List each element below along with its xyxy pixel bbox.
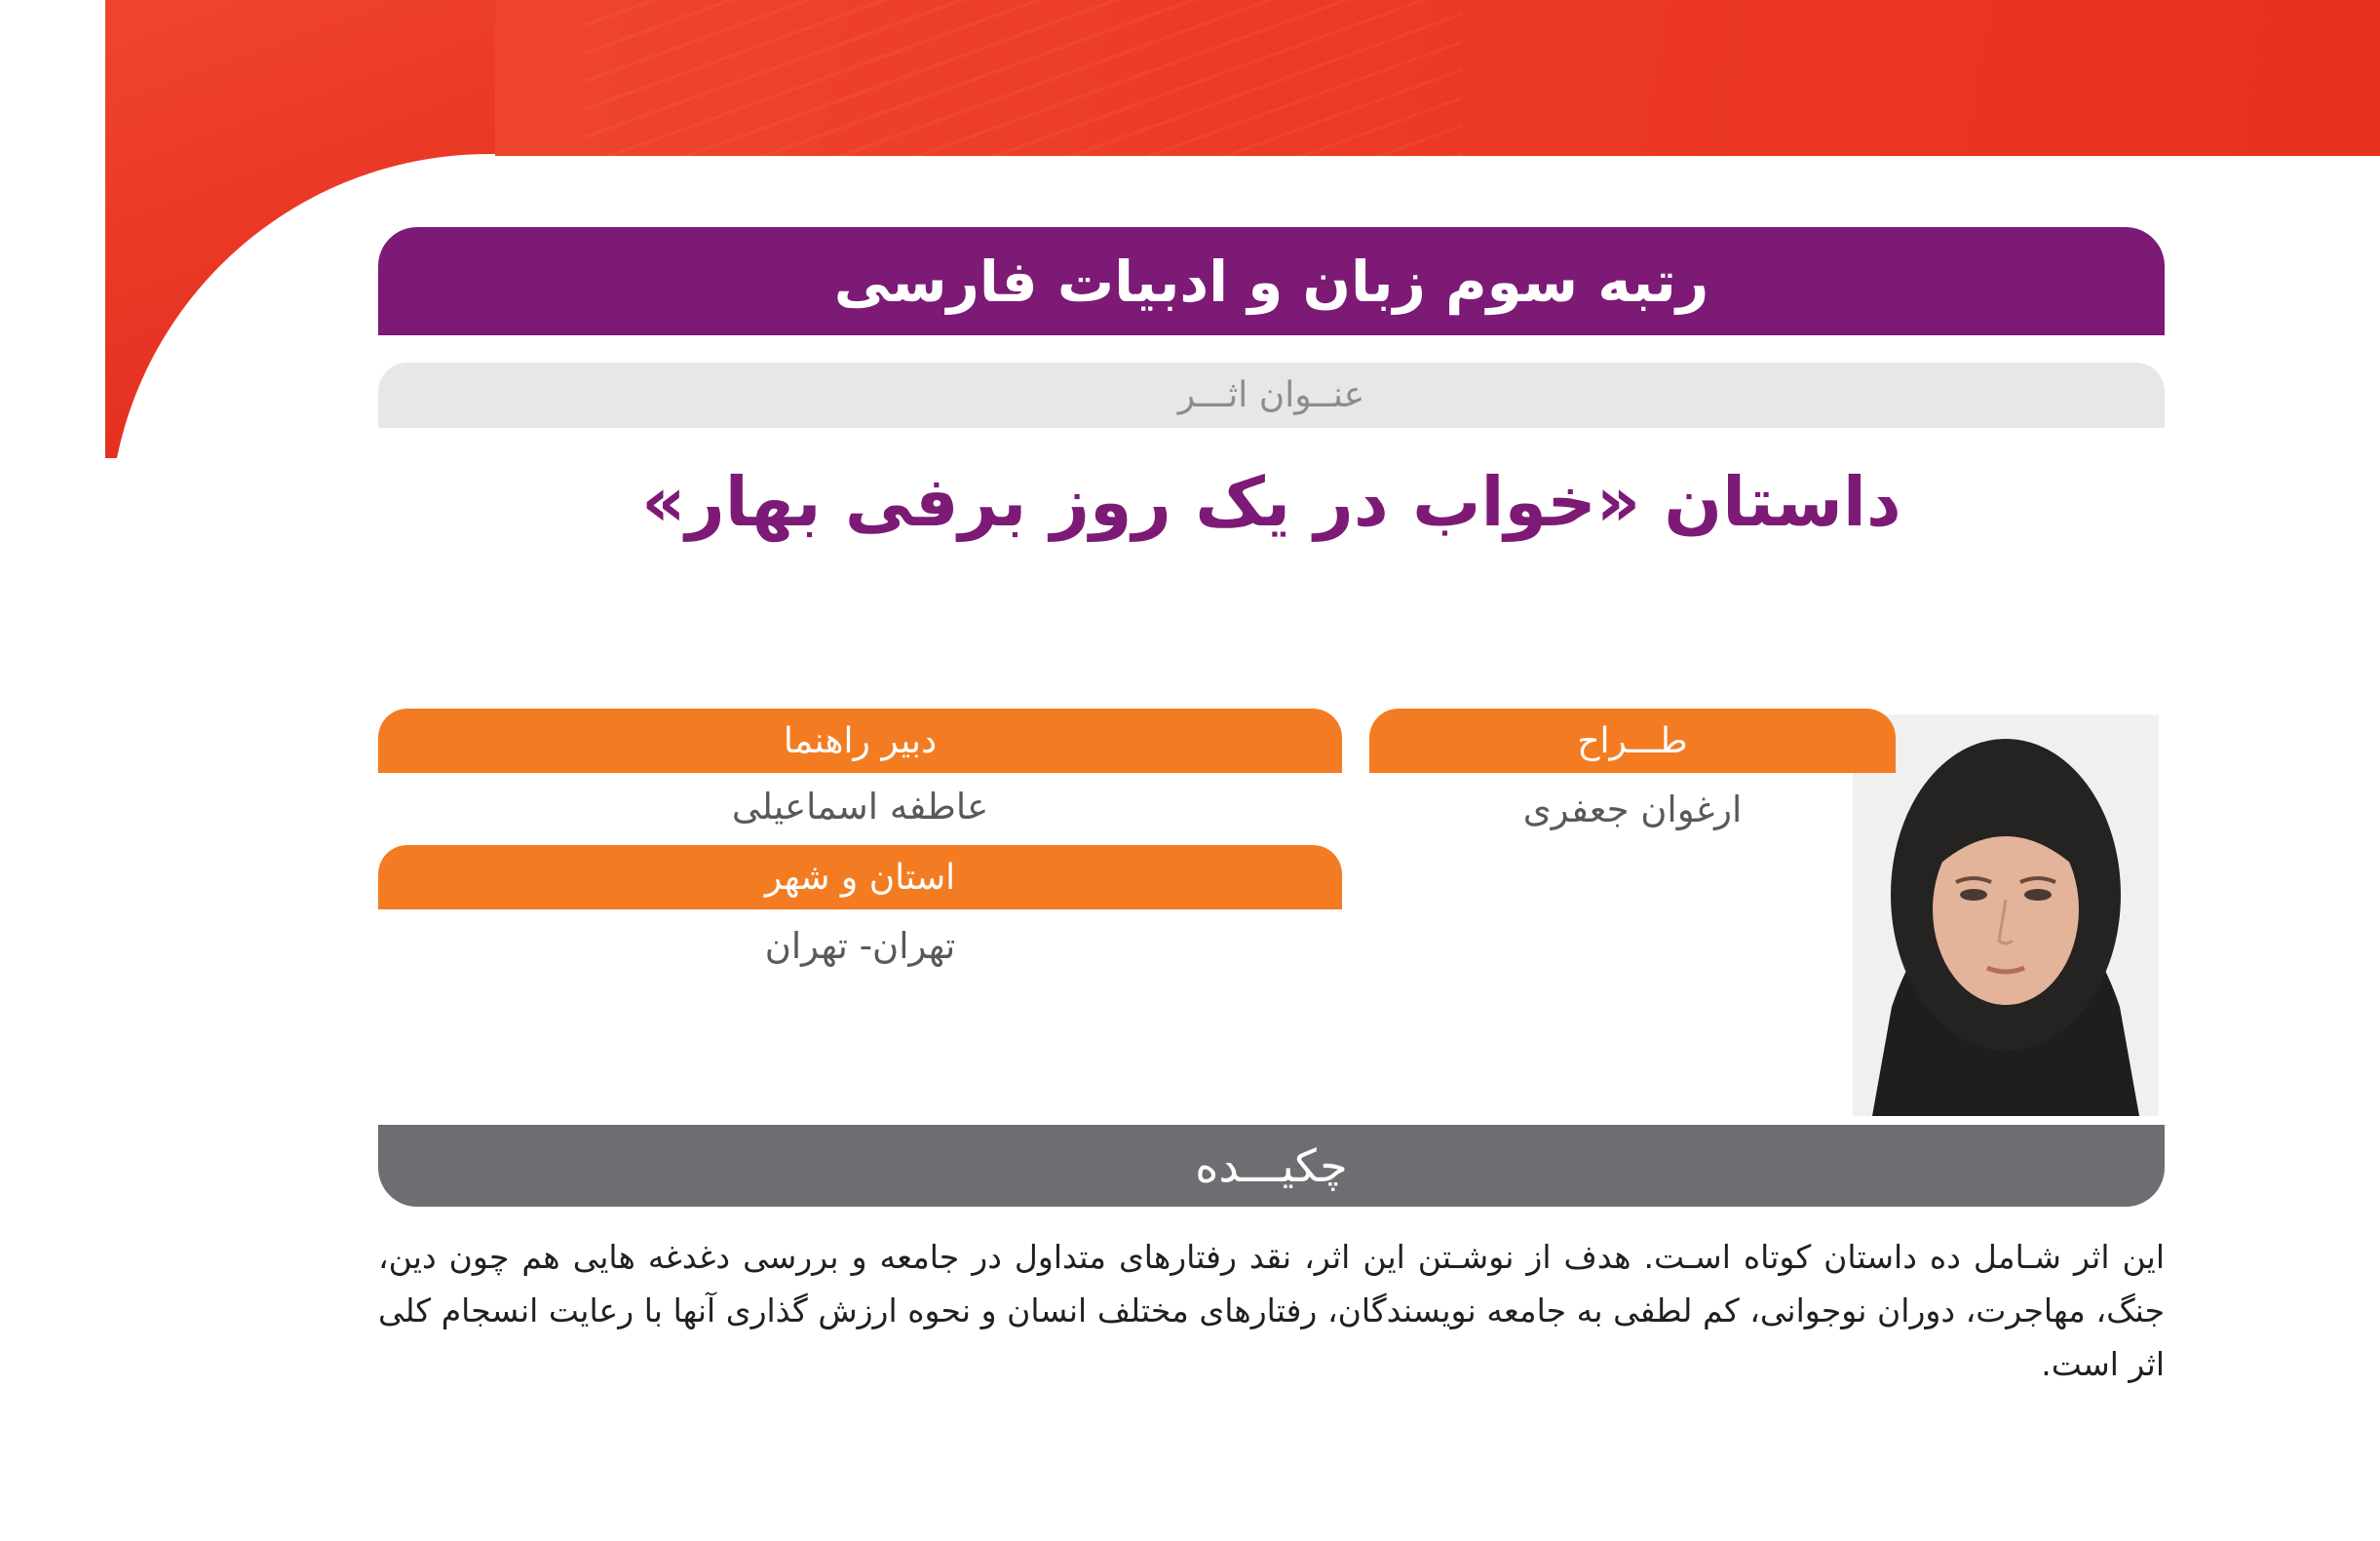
location-value: تهران- تهران — [764, 924, 956, 967]
designer-name: ارغوان جعفری — [1522, 788, 1743, 830]
abstract-label: چکیـــده — [378, 1125, 2165, 1207]
work-title: داستان «خواب در یک روز برفی بهار» — [641, 462, 1901, 542]
advisor-name: عاطفه اسماعیلی — [731, 785, 989, 828]
advisor-label: دبیر راهنما — [378, 709, 1342, 773]
rank-title: رتبه سوم زبان و ادبیات فارسی — [378, 227, 2165, 335]
header-texture — [585, 0, 1462, 156]
portrait-image — [1853, 714, 2159, 1116]
location-label: استان و شهر — [378, 845, 1342, 909]
designer-label: طـــراح — [1369, 709, 1896, 773]
work-title-label: عنــوان اثـــر — [378, 363, 2165, 428]
abstract-text: این اثر شـامل ده داستان کوتاه اسـت. هدف از نوشـتن این اثر، نقد رفتارهای متداول در جامعه و بررسی دغدغه هایی هم چون دین، جنگ، مهاجرت، دوران نوجوانی، کم لطفی به جامعه نویسندگان، رفتارهای مختلف انسان و نحوه ارزش گذاری آنها با رعایت انسجام کلی اثر است. — [378, 1238, 2165, 1383]
designer-photo — [1849, 711, 2163, 1120]
